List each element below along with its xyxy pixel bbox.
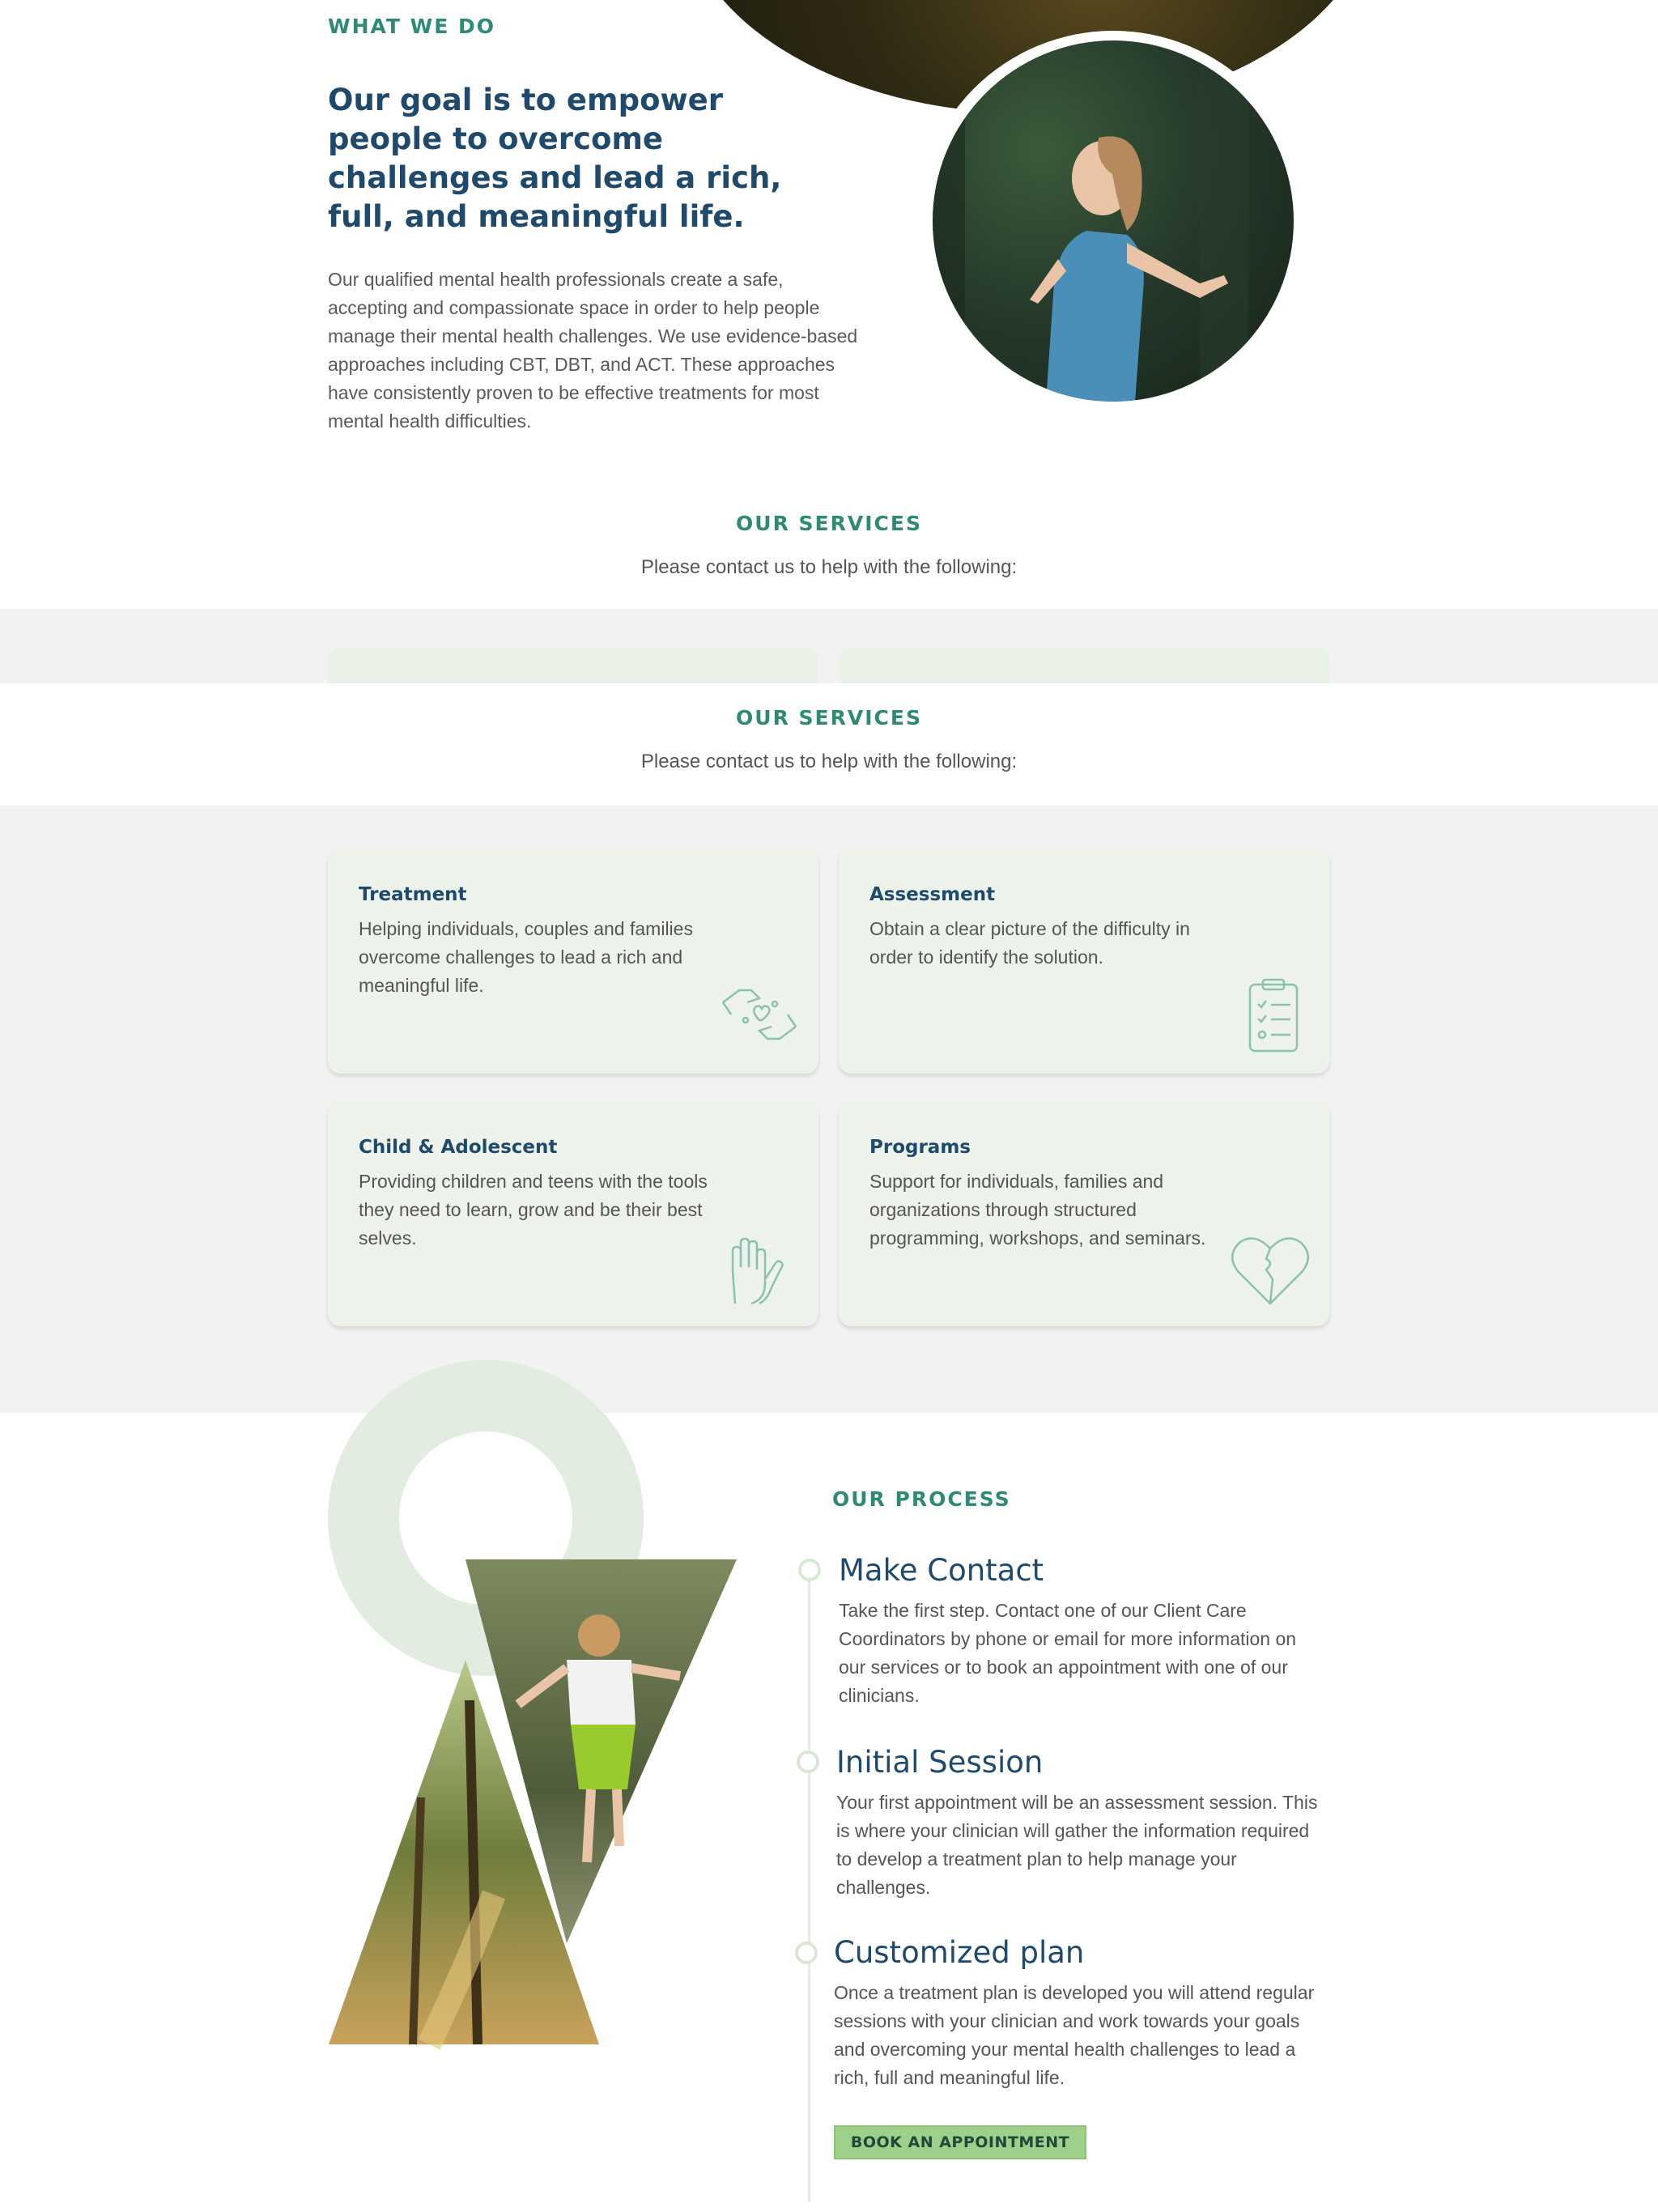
service-card-child-adolescent[interactable] (328, 1101, 818, 1326)
adult-child-hands-icon (715, 1223, 804, 1312)
service-card-treatment[interactable] (328, 849, 818, 1074)
service-card-description: Helping individuals, couples and families overcome challenges to lead a rich and meaningful life. (359, 918, 693, 996)
service-card-description: Support for individuals, families and organizations through structured programming, workshops, and seminars. (869, 1171, 1206, 1249)
timeline-dot (795, 1942, 818, 1964)
service-card-assessment[interactable] (839, 849, 1329, 1074)
service-card-description: Obtain a clear picture of the difficulty in order to identify the solution. (869, 918, 1190, 968)
service-card-title: Child & Adolescent (359, 1137, 558, 1158)
what-we-do-body: Our qualified mental health professionals create a safe, accepting and compassionate space in order to help people manage their mental health challenges. We use evidence-based approaches including CBT, DBT, and ACT. These approaches have consistently proven to be effective treatments for most mental health difficulties. (328, 269, 858, 432)
process-eyebrow: OUR PROCESS (832, 1487, 1011, 1511)
process-step-title: Initial Session (836, 1745, 1044, 1780)
clipboard-checklist-icon (1226, 970, 1315, 1059)
services-band-top (0, 609, 1658, 683)
timeline-dot (798, 1559, 821, 1581)
service-card-title: Assessment (869, 884, 996, 905)
timeline-line (808, 1571, 810, 2202)
service-card-title: Treatment (359, 884, 467, 905)
service-card-programs[interactable] (839, 1101, 1329, 1326)
woman-forest-portrait-image (933, 40, 1294, 402)
process-step-description: Your first appointment will be an assessment session. This is where your clinician will gather the information required to develop a treatment plan to help manage your challenges. (836, 1792, 1318, 1898)
process-step-description: Once a treatment plan is developed you will attend regular sessions with your clinician and work towards your goals and overcoming your mental health challenges to lead a rich, full and meaningful life. (834, 1982, 1315, 2088)
what-we-do-heading: Our goal is to empower people to overcome challenges and lead a rich, full, and meaningful life. (328, 83, 782, 234)
book-appointment-button[interactable]: BOOK AN APPOINTMENT (834, 2125, 1086, 2159)
service-card-title: Programs (869, 1137, 971, 1158)
service-card-peek (839, 648, 1329, 683)
process-step-title: Make Contact (839, 1553, 1044, 1588)
what-we-do-eyebrow: WHAT WE DO (328, 15, 496, 38)
timeline-dot (797, 1750, 819, 1773)
services-eyebrow-2: OUR SERVICES (736, 706, 922, 730)
puzzle-heart-icon (1226, 1223, 1315, 1312)
services-band (0, 806, 1658, 1413)
service-card-description: Providing children and teens with the tools they need to learn, grow and be their best selves. (359, 1171, 708, 1249)
services-subtitle-1: Please contact us to help with the following: (640, 556, 1018, 578)
process-step-title: Customized plan (834, 1935, 1085, 1970)
hands-heart-icon (715, 970, 804, 1059)
services-subtitle-2: Please contact us to help with the following: (640, 751, 1018, 772)
process-photo-collage (324, 1555, 761, 2057)
services-eyebrow-1: OUR SERVICES (736, 512, 922, 535)
service-card-peek (328, 648, 818, 683)
process-step-description: Take the first step. Contact one of our Client Care Coordinators by phone or email for more information on our services or to book an appointment with one of our clinicians. (839, 1600, 1297, 1706)
